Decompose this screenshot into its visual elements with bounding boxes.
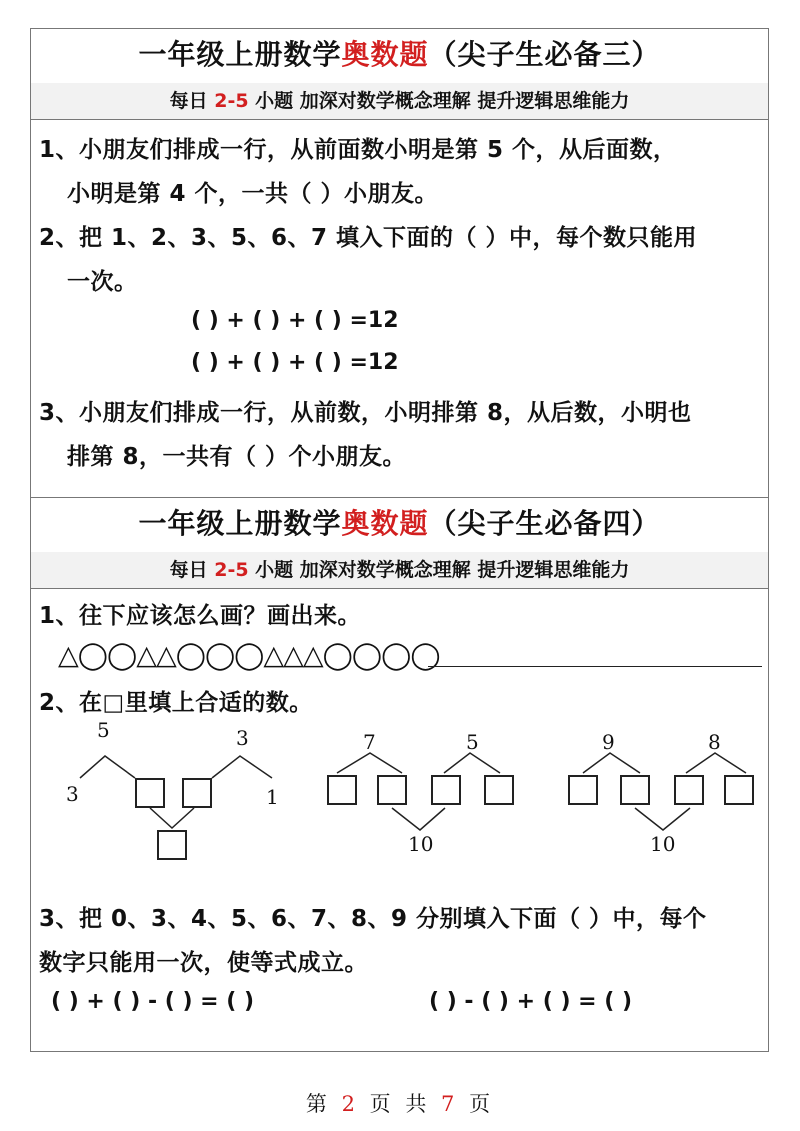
page-footer (0, 1088, 800, 1118)
tree2-top-left-number: 7 (363, 730, 376, 754)
tree3-top-right-number: 8 (708, 730, 721, 754)
tree2-answer-box-4[interactable] (484, 775, 514, 805)
s2-question2: 2、在□里填上合适的数。 (39, 690, 313, 716)
tree3-answer-box-3[interactable] (674, 775, 704, 805)
s1-question2-line2: 一次。 (67, 269, 138, 295)
tree1-top-right-number: 3 (236, 726, 249, 750)
total-page-number: 7 (441, 1092, 459, 1116)
subtitle-text: 每日 (169, 559, 215, 581)
tree1-side-right-number: 1 (266, 785, 279, 809)
s2-equation-left: ( ) + ( ) - ( ) = ( ) (51, 989, 255, 1014)
s1-question3-line2: 排第 8，一共有（ ）个小朋友。 (67, 444, 407, 470)
tree2-answer-box-3[interactable] (431, 775, 461, 805)
tree1-answer-box-1[interactable] (135, 778, 165, 808)
subtitle-suffix: 小题 加深对数学概念理解 提升逻辑思维能力 (248, 90, 630, 112)
tree3-answer-box-4[interactable] (724, 775, 754, 805)
title-text: 一年级上册数学 (138, 507, 342, 540)
subtitle-text: 每日 (169, 90, 215, 112)
footer-text-mid: 页 共 (358, 1092, 442, 1116)
title-text: 一年级上册数学 (138, 38, 342, 71)
tree1-top-left-number: 5 (97, 718, 110, 742)
tree3-bottom-number: 10 (650, 832, 676, 856)
tree3-answer-box-2[interactable] (620, 775, 650, 805)
title-suffix: （尖子生必备四） (428, 507, 661, 540)
s1-question2-line1: 2、把 1、2、3、5、6、7 填入下面的（ ）中，每个数只能用 (39, 225, 698, 251)
tree1-answer-box-3[interactable] (157, 830, 187, 860)
tree1-answer-box-2[interactable] (182, 778, 212, 808)
title-suffix: （尖子生必备三） (428, 38, 661, 71)
current-page-number: 2 (341, 1092, 359, 1116)
tree3-answer-box-1[interactable] (568, 775, 598, 805)
tree2-bottom-number: 10 (408, 832, 434, 856)
footer-text: 第 (305, 1092, 342, 1116)
tree2-top-right-number: 5 (466, 730, 479, 754)
s2-question3-line2: 数字只能用一次，使等式成立。 (39, 950, 368, 976)
tree3-top-left-number: 9 (602, 730, 615, 754)
s1-question1-line1: 1、小朋友们排成一行，从前面数小明是第 5 个，从后面数， (39, 137, 677, 163)
s2-equation-right: ( ) - ( ) + ( ) = ( ) (429, 989, 633, 1014)
title-highlight: 奥数题 (341, 507, 429, 540)
s1-question1-line2: 小明是第 4 个，一共（ ）小朋友。 (67, 181, 439, 207)
subtitle-highlight: 2-5 (214, 559, 249, 581)
s2-question1: 1、往下应该怎么画？画出来。 (39, 603, 362, 629)
title-highlight: 奥数题 (341, 38, 429, 71)
subtitle-suffix: 小题 加深对数学概念理解 提升逻辑思维能力 (248, 559, 630, 581)
s1-equation-2: ( ) + ( ) + ( ) =12 (191, 350, 399, 375)
s1-question3-line1: 3、小朋友们排成一行，从前数，小明排第 8，从后数，小明也 (39, 400, 692, 426)
footer-text-end: 页 (458, 1092, 495, 1116)
tree2-answer-box-1[interactable] (327, 775, 357, 805)
s2-question3-line1: 3、把 0、3、4、5、6、7、8、9 分别填入下面（ ）中，每个 (39, 906, 707, 932)
subtitle-highlight: 2-5 (214, 90, 249, 112)
s1-equation-1: ( ) + ( ) + ( ) =12 (191, 308, 399, 333)
tree2-answer-box-2[interactable] (377, 775, 407, 805)
tree1-side-left-number: 3 (66, 782, 79, 806)
shape-pattern: △◯◯△△◯◯◯△△△◯◯◯◯ (58, 640, 440, 671)
